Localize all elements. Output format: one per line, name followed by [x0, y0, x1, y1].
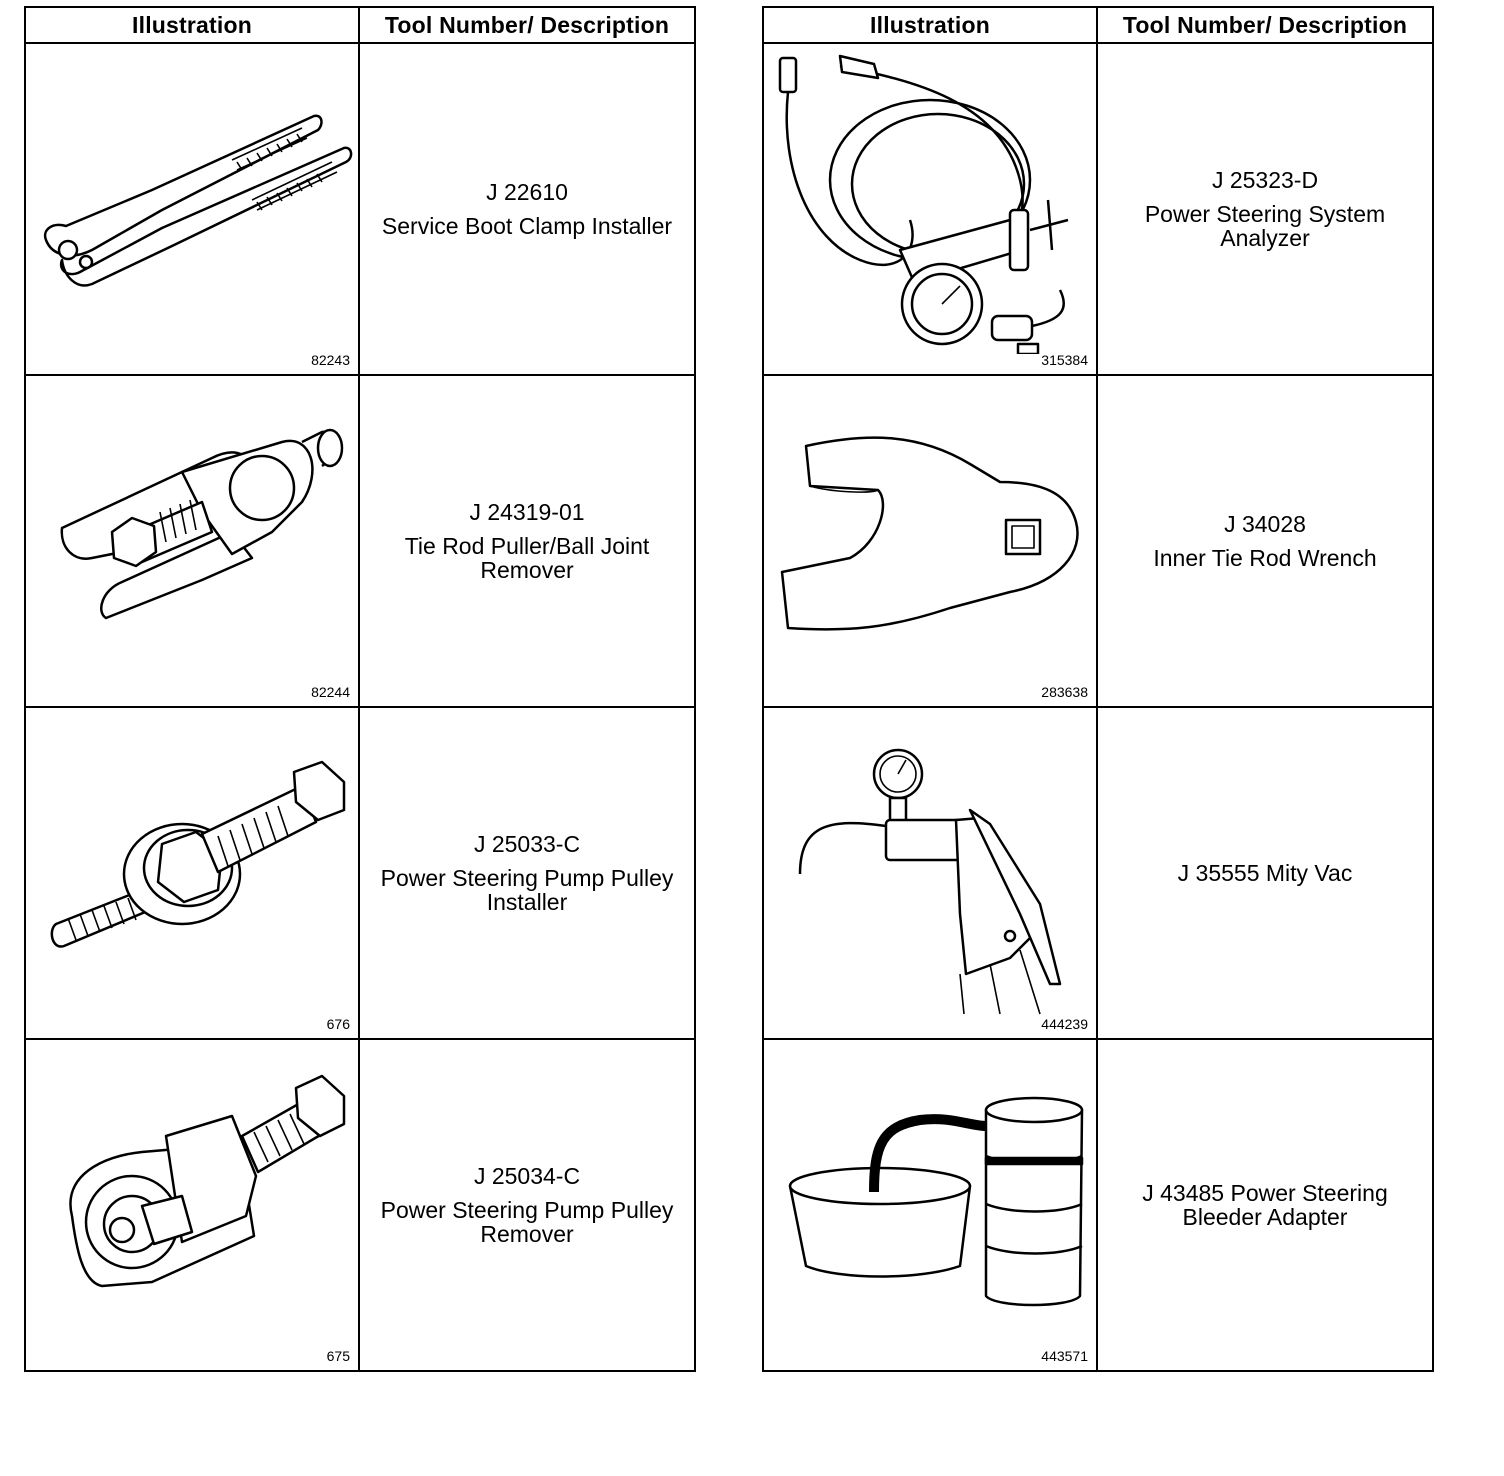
header-illustration: Illustration	[25, 7, 359, 43]
header-description: Tool Number/ Description	[359, 7, 695, 43]
table-row	[763, 43, 1433, 375]
table-row	[25, 1039, 695, 1371]
tools-table-left	[24, 6, 696, 1372]
figure-number: 675	[326, 1348, 350, 1364]
tool-number: J 22610	[486, 179, 568, 205]
description-cell	[359, 375, 695, 707]
illustration-cell	[25, 1039, 359, 1371]
bleeder-adapter-icon	[770, 1046, 1092, 1350]
puller-icon	[32, 382, 354, 686]
table-row	[25, 707, 695, 1039]
tool-number: J 34028	[1224, 511, 1306, 537]
table-header-row	[763, 7, 1433, 43]
tool-description: Service Boot Clamp Installer	[381, 213, 673, 239]
tool-description: Power Steering System Analyzer	[1144, 201, 1386, 251]
pliers-icon	[32, 50, 354, 354]
tool-number: J 24319-01	[469, 499, 585, 525]
pulley-remover-icon	[32, 1046, 354, 1350]
figure-number: 82244	[311, 684, 350, 700]
table-row	[25, 375, 695, 707]
header-description: Tool Number/ Description	[1097, 7, 1433, 43]
tool-description: Power Steering Pump Pulley Installer	[380, 865, 674, 915]
vacuum-pump-icon	[770, 714, 1092, 1018]
illustration-cell	[763, 1039, 1097, 1371]
table-row	[25, 43, 695, 375]
illustration-cell	[763, 43, 1097, 375]
illustration-cell	[25, 375, 359, 707]
table-header-row	[25, 7, 695, 43]
tool-number: J 25323-D	[1211, 167, 1319, 193]
figure-number: 676	[326, 1016, 350, 1032]
figure-number: 82243	[311, 352, 350, 368]
figure-number: 444239	[1041, 1016, 1088, 1032]
tool-description: Power Steering Pump Pulley Remover	[380, 1197, 674, 1247]
tools-table-right	[762, 6, 1434, 1372]
tool-number: J 25034-C	[473, 1163, 581, 1189]
header-illustration: Illustration	[763, 7, 1097, 43]
illustration-cell	[25, 43, 359, 375]
pulley-installer-icon	[32, 714, 354, 1018]
description-cell	[359, 707, 695, 1039]
figure-number: 315384	[1041, 352, 1088, 368]
description-cell	[1097, 707, 1433, 1039]
description-cell	[1097, 43, 1433, 375]
figure-number: 443571	[1041, 1348, 1088, 1364]
table-row	[763, 707, 1433, 1039]
tool-description: Tie Rod Puller/Ball Joint Remover	[404, 533, 650, 583]
wrench-icon	[770, 382, 1092, 686]
tool-number: J 25033-C	[473, 831, 581, 857]
illustration-cell	[763, 707, 1097, 1039]
description-cell	[1097, 1039, 1433, 1371]
description-cell	[1097, 375, 1433, 707]
table-row	[763, 1039, 1433, 1371]
description-cell	[359, 1039, 695, 1371]
illustration-cell	[763, 375, 1097, 707]
tool-description: Inner Tie Rod Wrench	[1153, 545, 1377, 571]
description-cell	[359, 43, 695, 375]
analyzer-icon	[770, 50, 1092, 354]
figure-number: 283638	[1041, 684, 1088, 700]
tool-description: J 43485 Power Steering Bleeder Adapter	[1142, 1180, 1388, 1230]
tool-description: J 35555 Mity Vac	[1177, 860, 1353, 886]
table-row	[763, 375, 1433, 707]
illustration-cell	[25, 707, 359, 1039]
